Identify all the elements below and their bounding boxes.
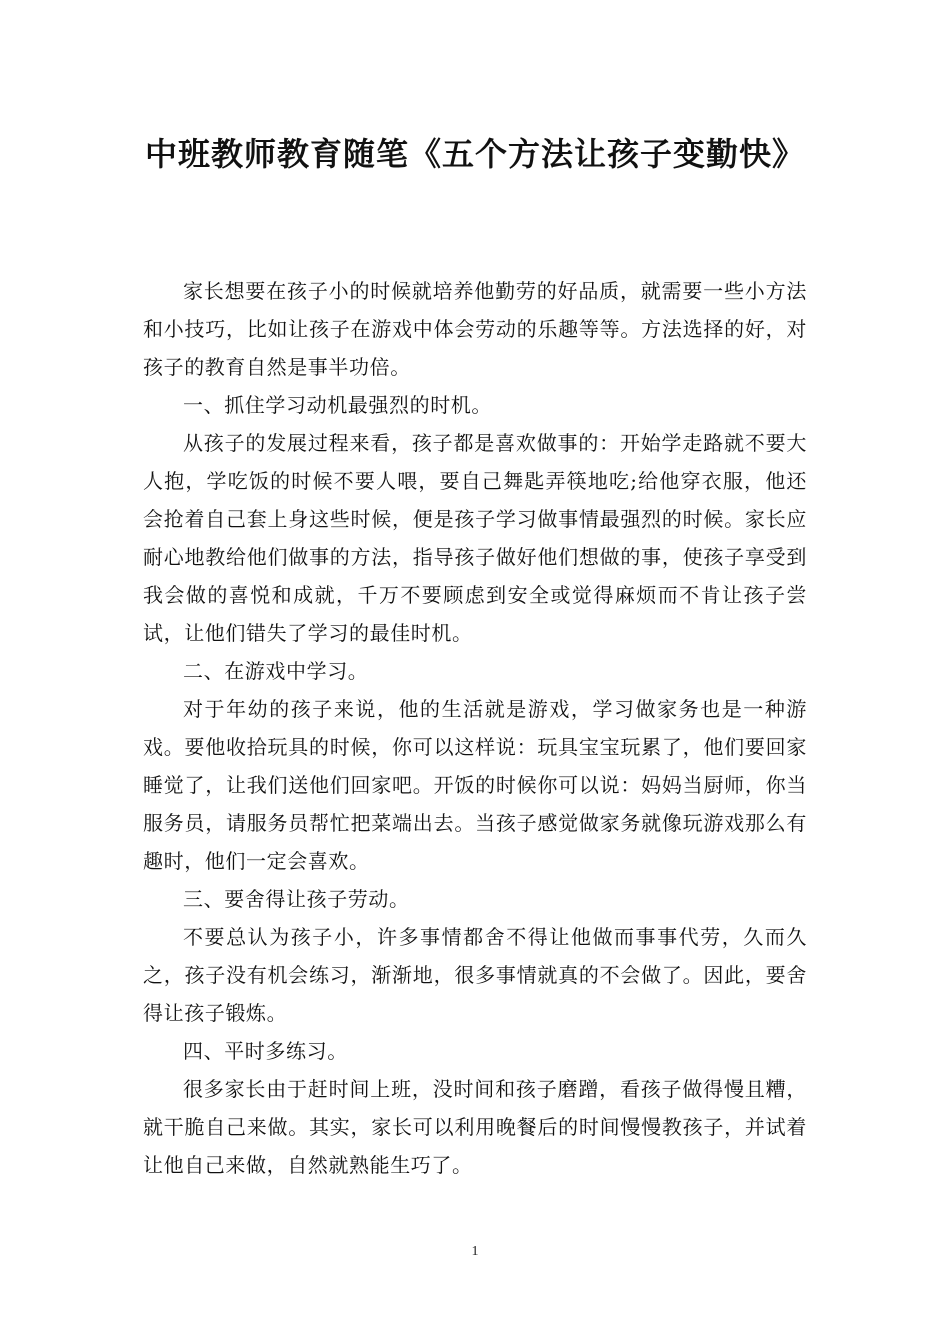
section-heading-3: 三、要舍得让孩子劳动。 bbox=[183, 887, 410, 911]
section-heading-2: 二、在游戏中学习。 bbox=[183, 659, 369, 683]
document-title: 中班教师教育随笔《五个方法让孩子变勤快》 bbox=[144, 135, 805, 173]
page-number: 1 bbox=[471, 1244, 479, 1259]
section-heading-4: 四、平时多练习。 bbox=[183, 1039, 348, 1063]
section-paragraph-1: 从孩子的发展过程来看，孩子都是喜欢做事的：开始学走路就不要大人抱，学吃饭的时候不要人喂，要自己舞匙弄筷地吃;给他穿衣服，他还会抢着自己套上身这些时候，便是孩子学习做事情最强烈的时候。家长应耐心地教给他们做事的方法，指导孩子做好他们想做的事，使孩子享受到我会做的喜悦和成就，千万不要顾虑到安全或觉得麻烦而不肯让孩子尝试，让他们错失了学习的最佳时机。 bbox=[143, 431, 807, 645]
section-heading-1: 一、抓住学习动机最强烈的时机。 bbox=[183, 393, 492, 417]
section-paragraph-3: 不要总认为孩子小，许多事情都舍不得让他做而事事代劳，久而久之，孩子没有机会练习，渐渐地，很多事情就真的不会做了。因此，要舍得让孩子锻炼。 bbox=[143, 925, 807, 1025]
section-paragraph-2: 对于年幼的孩子来说，他的生活就是游戏，学习做家务也是一种游戏。要他收拾玩具的时候，你可以这样说：玩具宝宝玩累了，他们要回家睡觉了，让我们送他们回家吧。开饭的时候你可以说：妈妈当厨师，你当服务员，请服务员帮忙把菜端出去。当孩子感觉做家务就像玩游戏那么有趣时，他们一定会喜欢。 bbox=[143, 697, 807, 873]
intro-paragraph: 家长想要在孩子小的时候就培养他勤劳的好品质，就需要一些小方法和小技巧，比如让孩子在游戏中体会劳动的乐趣等等。方法选择的好，对孩子的教育自然是事半功倍。 bbox=[143, 279, 807, 379]
section-paragraph-4: 很多家长由于赶时间上班，没时间和孩子磨蹭，看孩子做得慢且糟，就干脆自己来做。其实，家长可以利用晚餐后的时间慢慢教孩子，并试着让他自己来做，自然就熟能生巧了。 bbox=[143, 1077, 807, 1177]
document-body bbox=[143, 272, 807, 1184]
